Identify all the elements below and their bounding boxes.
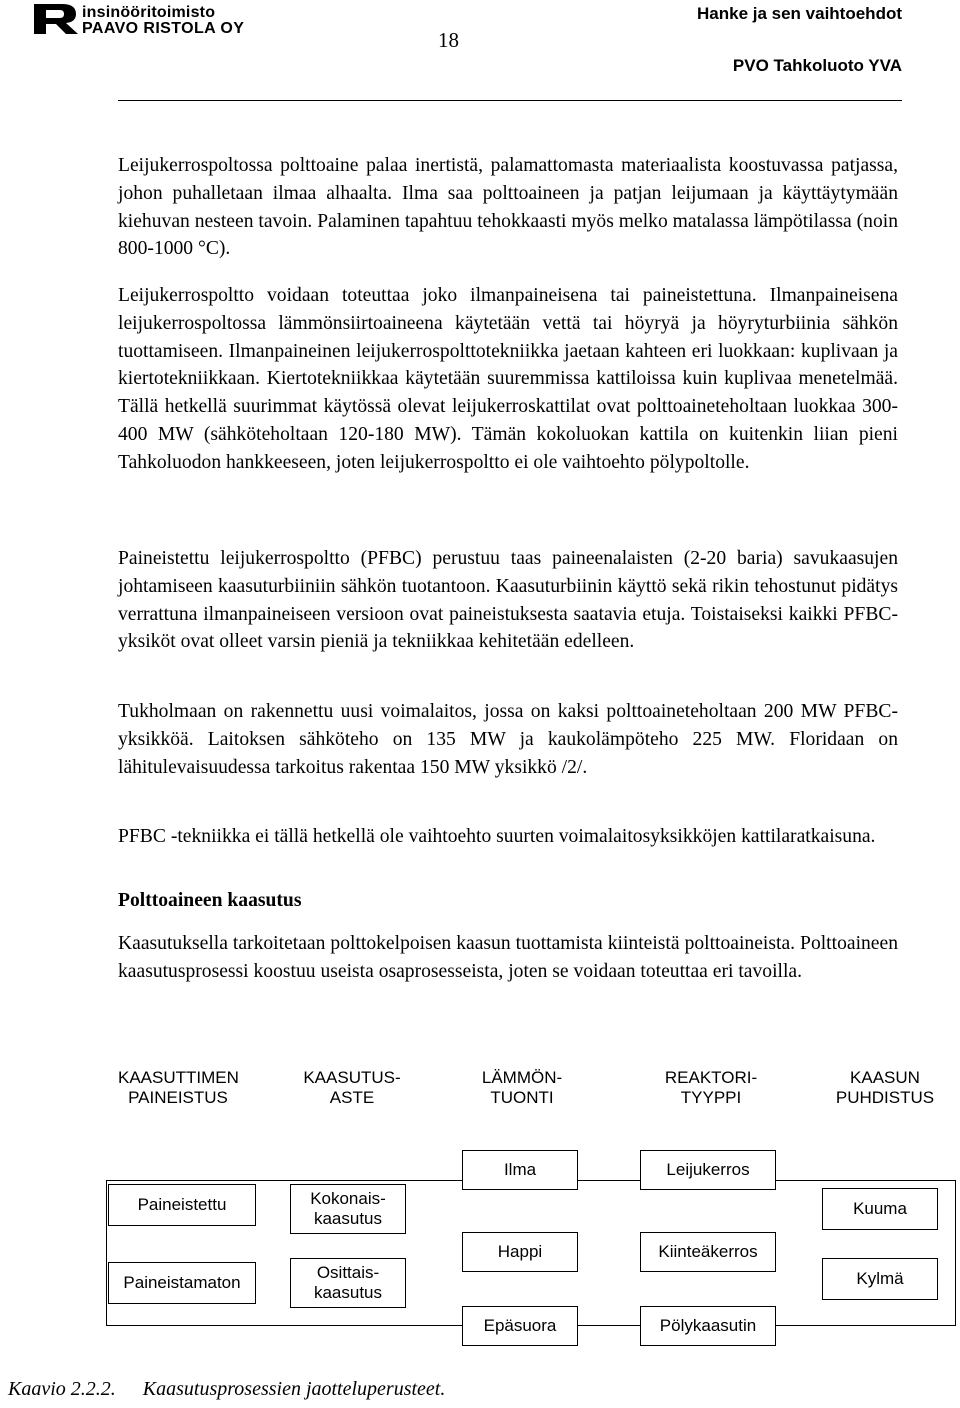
caption-text: Kaasutusprosessien jaotteluperusteet. xyxy=(142,1378,446,1400)
company-logo xyxy=(32,2,292,36)
paragraph-2: Leijukerrospoltto voidaan toteuttaa joko ilmanpaineisena tai paineistettuna. Ilmanpaineisena leijukerrospoltossa lämmönsiirtoaineena käytetään vettä tai höyryä ja höyryturbiinia sähkön tuottamiseen. Ilmanpaineinen leijukerrospolttotekniikka jaetaan kahteen eri luokkaan: kuplivaan ja kiertotekniikkaan. Kiertotekniikkaa käytetään suuremmissa kattiloissa kuin kuplivaa menetelmää. Tällä hetkellä suurimmat käytössä olevat leijukerroskattilat ovat polttoaineteholtaan luokkaa 300-400 MW (sähköteholtaan 120-180 MW). Tämän kokoluokan kattila on kuitenkin liian pieni Tahkoluodon hankkeeseen, joten leijukerrospoltto ei ole vaihtoehto pölypoltolle. xyxy=(118,285,898,473)
option-polykaasutin: Pölykaasutin xyxy=(640,1306,776,1346)
option-paineistettu: Paineistettu xyxy=(108,1184,256,1226)
paragraph-3: Paineistettu leijukerrospoltto (PFBC) perustuu taas paineenalaisten (2-20 baria) savukaasujen johtamiseen kaasuturbiiniin sähkön tuotantoon. Kaasuturbiinin käyttö sekä rikin tehostunut pidätys verrattuna ilmanpaineiseen versioon ovat paineistuksesta saatavia etuja. Toistaiseksi kaikki PFBC-yksiköt ovat olleet varsin pieniä ja tekniikkaa kehitetään edelleen. xyxy=(118,548,898,653)
header-rule xyxy=(118,100,902,101)
option-kuuma: Kuuma xyxy=(822,1188,938,1230)
option-paineistamaton: Paineistamaton xyxy=(108,1262,256,1304)
paragraph-5: PFBC -tekniikka ei tällä hetkellä ole vaihtoehto suurten voimalaitosyksikköjen kattilaratkaisuna. xyxy=(118,826,876,847)
project-title: PVO Tahkoluoto YVA xyxy=(732,56,902,75)
option-epasuora: Epäsuora xyxy=(462,1306,578,1346)
category-gas-cleaning: KAASUN PUHDISTUS xyxy=(835,1068,935,1107)
caption-number: Kaavio 2.2.2. xyxy=(8,1378,116,1400)
option-kiintea-kerros: Kiinteäkerros xyxy=(640,1232,776,1272)
option-ilma: Ilma xyxy=(462,1150,578,1190)
paragraph-4: Tukholmaan on rakennettu uusi voimalaitos, jossa on kaksi polttoaineteholtaan 200 MW PFBC-yksikköä. Laitoksen sähköteho on 135 MW ja kaukolämpöteho 225 MW. Floridaan on lähitulevaisuudessa tarkoitus rakentaa 150 MW yksikkö /2/. xyxy=(118,701,898,778)
logo-r-mark-icon xyxy=(32,2,80,36)
option-happi: Happi xyxy=(462,1232,578,1272)
figure-caption xyxy=(8,1378,445,1401)
category-pressurization: KAASUTTIMEN PAINEISTUS xyxy=(118,1068,239,1107)
category-reactor-type: REAKTORI- TYYPPI xyxy=(664,1068,758,1107)
paragraph-6: Kaasutuksella tarkoitetaan polttokelpoisen kaasun tuottamista kiinteistä polttoaineista. Polttoaineen kaasutusprosessi koostuu useista osaprosesseista, joten se voidaan toteuttaa eri tavoilla. xyxy=(118,933,898,982)
gasification-diagram xyxy=(0,1060,960,1360)
option-kokonaiskaasutus: Kokonais- kaasutus xyxy=(290,1184,406,1234)
logo-text-line2: PAAVO RISTOLA OY xyxy=(82,20,245,37)
page-number: 18 xyxy=(438,28,459,52)
option-osittaiskaasutus: Osittais- kaasutus xyxy=(290,1258,406,1308)
section-heading: Polttoaineen kaasutus xyxy=(118,890,302,911)
category-heat-input: LÄMMÖN- TUONTI xyxy=(481,1068,563,1107)
paragraph-1: Leijukerrospoltossa polttoaine palaa inertistä, palamattomasta materiaalista koostuvassa patjassa, johon puhalletaan ilmaa alhaalta. Ilma saa polttoaineen ja patjan leijumaan ja käyttäytymään kiehuvan nesteen tavoin. Palaminen tapahtuu tehokkaasti myös melko matalassa lämpötilassa (noin 800-1000 °C). xyxy=(118,155,898,260)
section-title: Hanke ja sen vaihtoehdot xyxy=(697,4,902,23)
option-kylma: Kylmä xyxy=(822,1258,938,1300)
logo-text-line1: insinööritoimisto xyxy=(82,4,216,21)
option-leijukerros: Leijukerros xyxy=(640,1150,776,1190)
category-gasification-level: KAASUTUS- ASTE xyxy=(303,1068,401,1107)
